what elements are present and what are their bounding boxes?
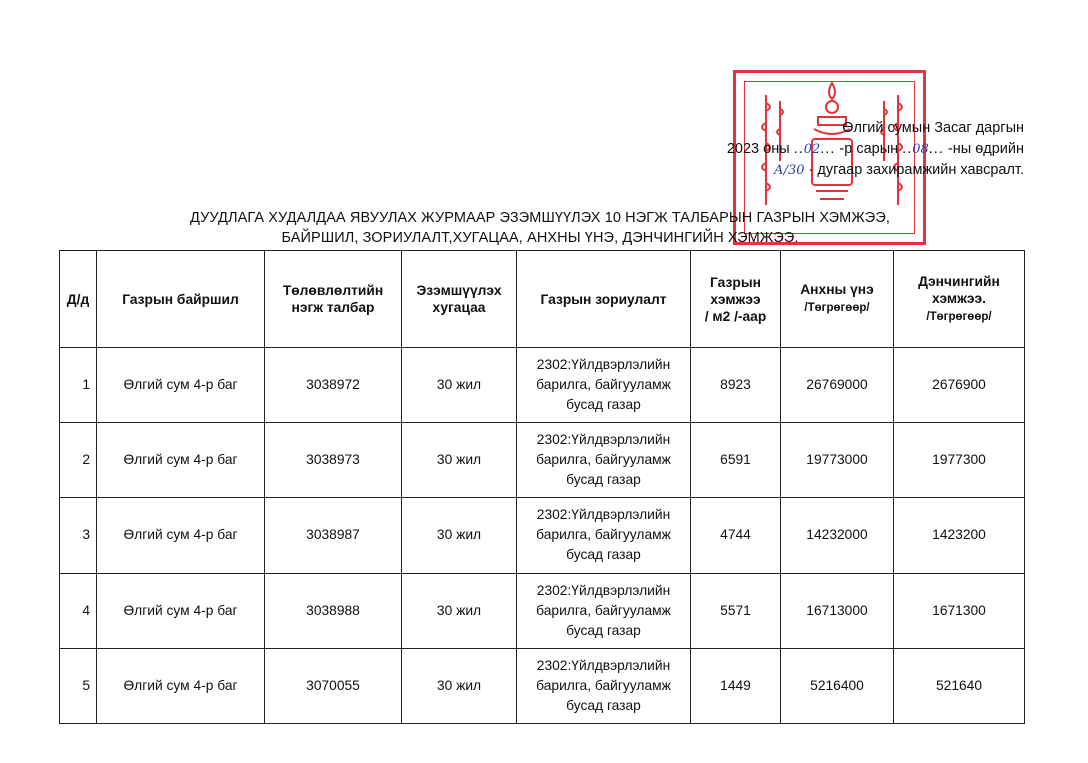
cell-area: 5571 bbox=[691, 573, 781, 648]
cell-area: 4744 bbox=[691, 498, 781, 573]
cell-purpose: 2302:Үйлдвэрлэлийн барилга, байгууламж бусад газар bbox=[517, 348, 691, 423]
cell-location: Өлгий сум 4-р баг bbox=[97, 348, 265, 423]
header-line-1: Өлгий сумын Засаг даргын bbox=[842, 120, 1024, 136]
cell-area: 8923 bbox=[691, 348, 781, 423]
cell-area: 1449 bbox=[691, 648, 781, 723]
header-month-suffix: -р сарын bbox=[839, 141, 899, 157]
table-header-row bbox=[60, 251, 1025, 348]
cell-deposit: 1423200 bbox=[894, 498, 1025, 573]
header-deposit: Дэнчингийн хэмжээ. /Төгрөгөөр/ bbox=[894, 251, 1025, 348]
cell-term: 30 жил bbox=[402, 648, 517, 723]
cell-term: 30 жил bbox=[402, 423, 517, 498]
header-order-suffix: дугаар захирамжийн хавсралт. bbox=[817, 162, 1024, 178]
cell-initial-price: 14232000 bbox=[781, 498, 894, 573]
title-line-2: БАЙРШИЛ, ЗОРИУЛАЛТ,ХУГАЦАА, АНХНЫ ҮНЭ, ДЭНЧИНГИЙН ХЭМЖЭЭ. bbox=[281, 230, 799, 246]
cell-no: 3 bbox=[60, 498, 97, 573]
cell-no: 1 bbox=[60, 348, 97, 423]
header-day-suffix: -ны өдрийн bbox=[947, 141, 1024, 157]
table-row bbox=[60, 648, 1025, 723]
cell-area: 6591 bbox=[691, 423, 781, 498]
header-year: 2023 оны bbox=[726, 141, 790, 157]
cell-purpose: 2302:Үйлдвэрлэлийн барилга, байгууламж бусад газар bbox=[517, 498, 691, 573]
cell-plan-unit: 3038972 bbox=[265, 348, 402, 423]
attachment-header bbox=[727, 118, 1024, 181]
table-row bbox=[60, 498, 1025, 573]
document-title bbox=[60, 208, 1020, 248]
cell-location: Өлгий сум 4-р баг bbox=[97, 648, 265, 723]
cell-location: Өлгий сум 4-р баг bbox=[97, 573, 265, 648]
table-row bbox=[60, 423, 1025, 498]
header-line-3: А/30 · дугаар захирамжийн хавсралт. bbox=[773, 162, 1024, 178]
cell-no: 2 bbox=[60, 423, 97, 498]
cell-initial-price: 19773000 bbox=[781, 423, 894, 498]
title-line-1: ДУУДЛАГА ХУДАЛДАА ЯВУУЛАХ ЖУРМААР ЭЗЭМШҮҮЛЭХ 10 НЭГЖ ТАЛБАРЫН ГАЗРЫН ХЭМЖЭЭ, bbox=[190, 210, 890, 226]
cell-purpose: 2302:Үйлдвэрлэлийн барилга, байгууламж бусад газар bbox=[517, 573, 691, 648]
cell-location: Өлгий сум 4-р баг bbox=[97, 423, 265, 498]
header-plan-unit: Төлөвлөлтийн нэгж талбар bbox=[265, 251, 402, 348]
cell-plan-unit: 3038987 bbox=[265, 498, 402, 573]
header-initial-price: Анхны үнэ /Төгрөгөөр/ bbox=[781, 251, 894, 348]
header-month-handwritten: 02 bbox=[803, 142, 821, 157]
cell-deposit: 2676900 bbox=[894, 348, 1025, 423]
header-location: Газрын байршил bbox=[97, 251, 265, 348]
cell-initial-price: 5216400 bbox=[781, 648, 894, 723]
cell-no: 4 bbox=[60, 573, 97, 648]
cell-initial-price: 26769000 bbox=[781, 348, 894, 423]
cell-purpose: 2302:Үйлдвэрлэлийн барилга, байгууламж бусад газар bbox=[517, 648, 691, 723]
table-row bbox=[60, 348, 1025, 423]
cell-no: 5 bbox=[60, 648, 97, 723]
cell-term: 30 жил bbox=[402, 348, 517, 423]
cell-term: 30 жил bbox=[402, 573, 517, 648]
cell-deposit: 1671300 bbox=[894, 573, 1025, 648]
cell-initial-price: 16713000 bbox=[781, 573, 894, 648]
table-row bbox=[60, 573, 1025, 648]
cell-plan-unit: 3070055 bbox=[265, 648, 402, 723]
cell-location: Өлгий сум 4-р баг bbox=[97, 498, 265, 573]
cell-plan-unit: 3038973 bbox=[265, 423, 402, 498]
header-order-number-handwritten: А/30 bbox=[773, 163, 805, 178]
header-area: Газрын хэмжээ / м2 /-аар bbox=[691, 251, 781, 348]
cell-term: 30 жил bbox=[402, 498, 517, 573]
header-line-2: 2023 оны ..02... -р сарын ..08... -ны өдрийн bbox=[726, 141, 1024, 157]
cell-plan-unit: 3038988 bbox=[265, 573, 402, 648]
cell-deposit: 1977300 bbox=[894, 423, 1025, 498]
land-plots-table bbox=[59, 250, 1025, 724]
header-day-handwritten: 08 bbox=[912, 142, 929, 157]
cell-purpose: 2302:Үйлдвэрлэлийн барилга, байгууламж бусад газар bbox=[517, 423, 691, 498]
header-purpose: Газрын зориулалт bbox=[517, 251, 691, 348]
cell-deposit: 521640 bbox=[894, 648, 1025, 723]
header-no: Д/д bbox=[60, 251, 97, 348]
header-term: Эзэмшүүлэх хугацаа bbox=[402, 251, 517, 348]
